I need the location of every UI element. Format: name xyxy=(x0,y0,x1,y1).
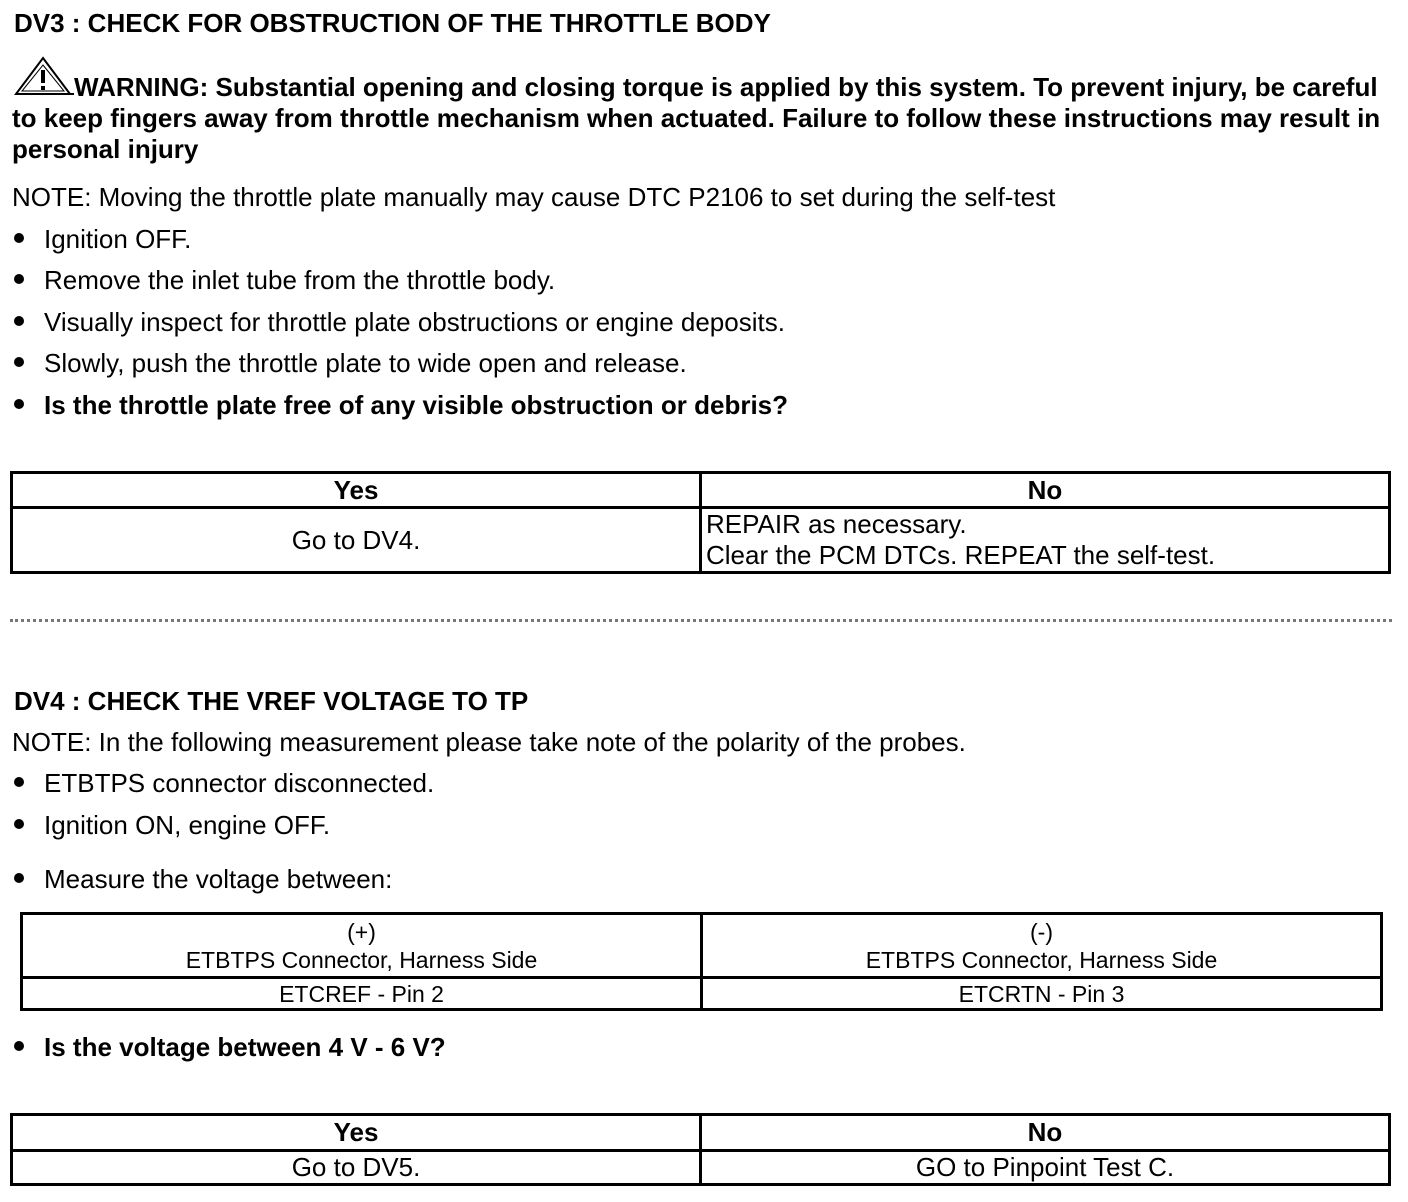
positive-probe-header: (+) ETBTPS Connector, Harness Side xyxy=(22,914,702,978)
yes-header: Yes xyxy=(12,1115,701,1151)
bullet-dot-icon xyxy=(14,233,24,243)
dv3-title: DV3 : CHECK FOR OBSTRUCTION OF THE THROTTLE BODY xyxy=(14,8,771,38)
dv3-step: Ignition OFF. xyxy=(14,224,191,255)
dv4-step: ETBTPS connector disconnected. xyxy=(14,768,434,799)
no-action: GO to Pinpoint Test C. xyxy=(701,1151,1390,1185)
negative-probe-pin: ETCRTN - Pin 3 xyxy=(702,978,1382,1010)
no-header: No xyxy=(701,1115,1390,1151)
dv3-question: Is the throttle plate free of any visible obstruction or debris? xyxy=(14,390,788,421)
no-header: No xyxy=(701,473,1390,508)
yes-header: Yes xyxy=(12,473,701,508)
dv3-result-table xyxy=(10,471,1391,574)
yes-action: Go to DV5. xyxy=(12,1151,701,1185)
bullet-dot-icon xyxy=(14,873,24,883)
section-divider xyxy=(10,619,1392,622)
bullet-dot-icon xyxy=(14,1041,24,1051)
bullet-dot-icon xyxy=(14,274,24,284)
dv4-title: DV4 : CHECK THE VREF VOLTAGE TO TP xyxy=(14,686,529,716)
dv4-step: Ignition ON, engine OFF. xyxy=(14,810,330,841)
warning-triangle-icon xyxy=(12,56,74,98)
bullet-dot-icon xyxy=(14,399,24,409)
dv3-warning-text: WARNING: Substantial opening and closing torque is applied by this system. To prevent injury, be careful to keep fingers away from throttle mechanism when actuated. Failure to follow these instructions may result in personal injury xyxy=(12,72,1381,164)
bullet-dot-icon xyxy=(14,316,24,326)
dv3-step: Remove the inlet tube from the throttle body. xyxy=(14,265,555,296)
yes-action: Go to DV4. xyxy=(12,508,701,573)
dv3-warning xyxy=(12,56,1397,165)
negative-probe-header: (-) ETBTPS Connector, Harness Side xyxy=(702,914,1382,978)
no-action: REPAIR as necessary. Clear the PCM DTCs. REPEAT the self-test. xyxy=(701,508,1390,573)
bullet-dot-icon xyxy=(14,357,24,367)
dv4-question: Is the voltage between 4 V - 6 V? xyxy=(14,1032,446,1063)
dv4-note: NOTE: In the following measurement please take note of the polarity of the probes. xyxy=(12,727,966,757)
dv4-step: Measure the voltage between: xyxy=(14,864,392,895)
dv3-step: Visually inspect for throttle plate obstructions or engine deposits. xyxy=(14,307,785,338)
bullet-dot-icon xyxy=(14,819,24,829)
dv3-note: NOTE: Moving the throttle plate manually may cause DTC P2106 to set during the self-test xyxy=(12,182,1056,212)
dv4-measure-table xyxy=(20,912,1383,1011)
bullet-dot-icon xyxy=(14,777,24,787)
positive-probe-pin: ETCREF - Pin 2 xyxy=(22,978,702,1010)
dv4-result-table xyxy=(10,1113,1391,1186)
dv3-step: Slowly, push the throttle plate to wide open and release. xyxy=(14,348,687,379)
